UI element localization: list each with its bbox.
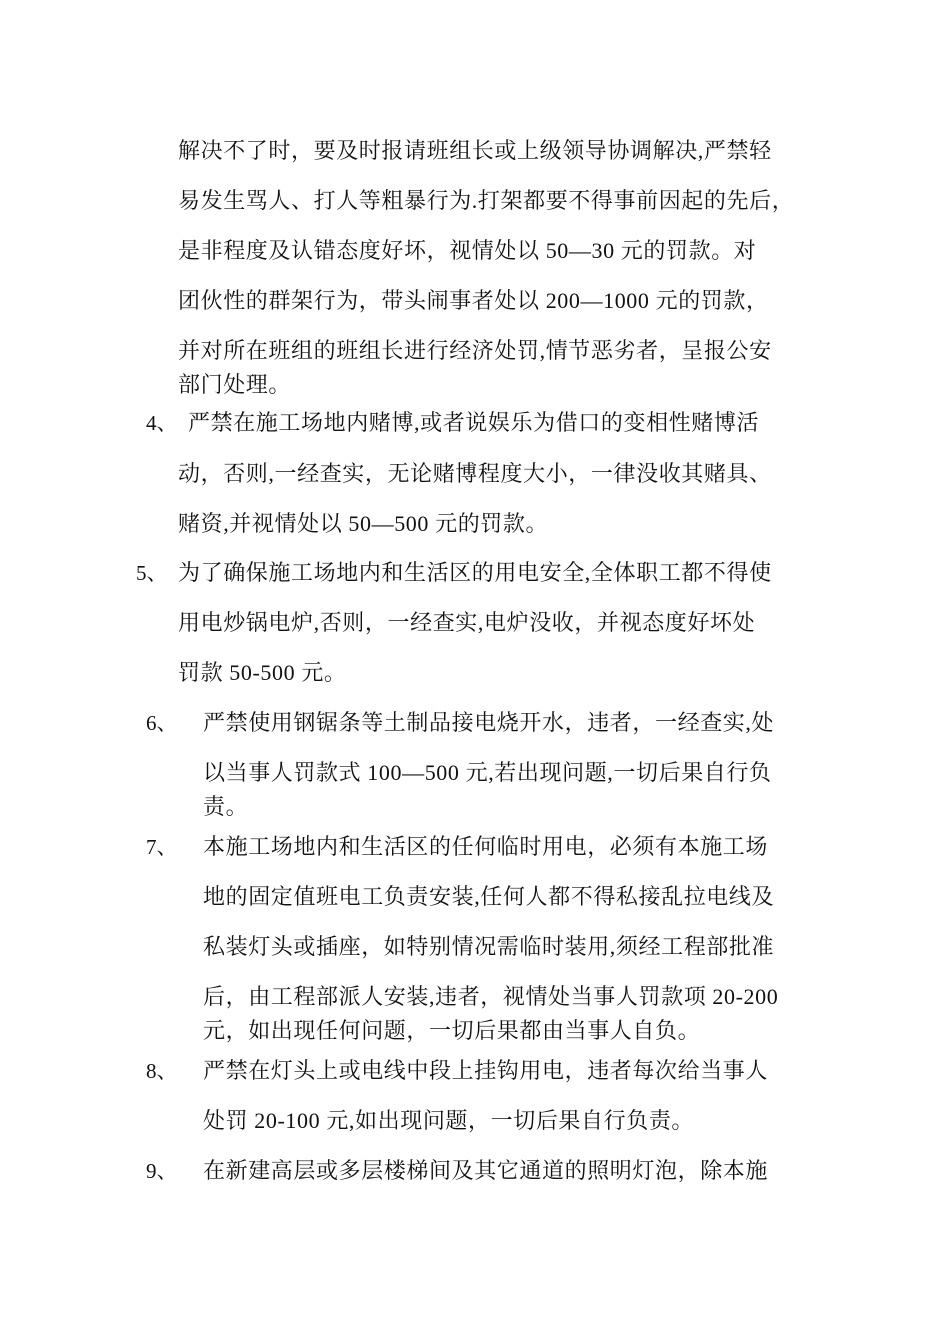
paragraph-line: 解决不了时，要及时报请班组长或上级领导协调解决,严禁轻 <box>178 138 772 163</box>
list-item-number: 8、 <box>146 1059 178 1083</box>
list-item-number: 5、 <box>136 561 168 585</box>
list-item-line: 本施工场地内和生活区的任何临时用电，必须有本施工场 <box>203 834 769 859</box>
list-item-line: 元，如出现任何问题，一切后果都由当事人自负。 <box>203 1018 701 1043</box>
list-item-line: 为了确保施工场地内和生活区的用电安全,全体职工都不得使 <box>178 560 772 585</box>
list-item-number: 4、 <box>146 411 178 435</box>
list-item-line: 以当事人罚款式 100—500 元,若出现问题,一切后果自行负 <box>203 760 772 785</box>
list-item-line: 用电炒锅电炉,否则，一经查实,电炉没收，并视态度好坏处 <box>178 610 756 635</box>
list-item-line: 动，否则,一经查实，无论赌博程度大小，一律没收其赌具、 <box>178 461 772 486</box>
list-item-number: 6、 <box>146 711 178 735</box>
list-item-number: 9、 <box>146 1159 178 1183</box>
list-item-line: 处罚 20-100 元,如出现问题，一切后果自行负责。 <box>203 1108 695 1133</box>
list-item-line: 严禁在灯头上或电线中段上挂钩用电，违者每次给当事人 <box>203 1058 769 1083</box>
list-item-line: 在新建高层或多层楼梯间及其它通道的照明灯泡，除本施 <box>203 1158 769 1183</box>
paragraph-line: 是非程度及认错态度好坏，视情处以 50—30 元的罚款。对 <box>178 238 757 263</box>
list-item-line: 后，由工程部派人安装,违者，视情处当事人罚款项 20-200 <box>203 984 779 1009</box>
list-item-line: 责。 <box>203 794 249 819</box>
list-item-line: 赌资,并视情处以 50—500 元的罚款。 <box>178 511 549 536</box>
list-item-line: 罚款 50-500 元。 <box>178 660 347 685</box>
list-item-line: 严禁在施工场地内赌博,或者说娱乐为借口的变相性赌博活 <box>188 410 760 435</box>
list-item-line: 地的固定值班电工负责安装,任何人都不得私接乱拉电线及 <box>203 884 775 909</box>
paragraph-line: 团伙性的群架行为，带头闹事者处以 200—1000 元的罚款， <box>178 288 769 313</box>
paragraph-line: 易发生骂人、打人等粗暴行为.打架都要不得事前因起的先后， <box>178 188 795 213</box>
list-item-line: 私装灯头或插座，如特别情况需临时装用,须经工程部批准 <box>203 934 775 959</box>
paragraph-line: 并对所在班组的班组长进行经济处罚,情节恶劣者，呈报公安 <box>178 338 772 363</box>
list-item-line: 严禁使用钢锯条等土制品接电烧开水，违者，一经查实,处 <box>203 710 775 735</box>
paragraph-line: 部门处理。 <box>178 372 292 397</box>
list-item-number: 7、 <box>146 835 178 859</box>
